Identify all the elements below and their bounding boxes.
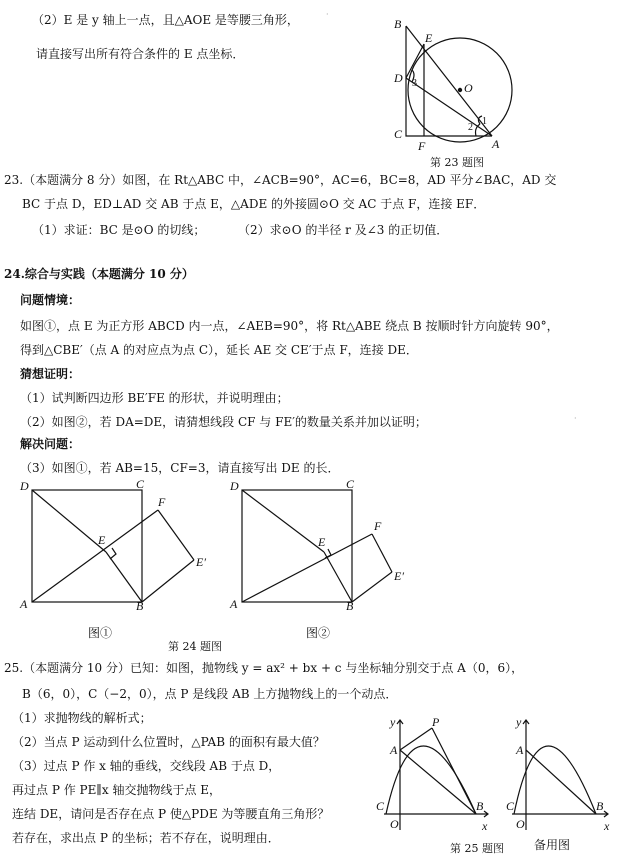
label-A: A <box>516 743 524 757</box>
label-E-prime: E′ <box>394 569 404 583</box>
q23-line2: BC 于点 D，ED⊥AD 交 AB 于点 E，△ADE 的外接圆⊙O 交 AC 于点 F，连接 EF． <box>22 197 486 211</box>
label-y: y <box>390 715 396 729</box>
label-x: x <box>482 819 488 833</box>
label-F: F <box>418 139 426 153</box>
q23-caption: 第 23 题图 <box>430 156 484 169</box>
label-B: B <box>394 17 402 31</box>
label-D: D <box>20 479 29 493</box>
label-P: P <box>432 715 440 729</box>
dot-mark: · <box>326 10 329 19</box>
figure-25 <box>376 715 496 838</box>
q24-section-1: 问题情境： <box>20 293 81 307</box>
label-F: F <box>374 519 382 533</box>
label-E: E <box>425 31 433 45</box>
label-A: A <box>492 137 500 151</box>
q25-line2: B（6，0），C（−2，0），点 P 是线段 AB 上方抛物线上的一个动点． <box>22 687 398 701</box>
figure-23 <box>392 17 512 170</box>
label-B: B <box>346 599 354 613</box>
label-1: 1 <box>482 116 487 127</box>
label-2: 2 <box>468 122 473 133</box>
q25-header: 25.（本题满分 10 分）已知：如图，抛物线 y = ax² + bx + c 与坐标轴分别交于点 A（0，6）， <box>4 661 524 675</box>
label-F: F <box>158 495 166 509</box>
label-B: B <box>476 799 484 813</box>
label-D: D <box>394 71 403 85</box>
label-C: C <box>136 477 145 491</box>
q23-sub2: （2）求⊙O 的半径 r 及∠3 的正切值． <box>238 223 449 237</box>
q25-s2: （2）当点 P 运动到什么位置时，△PAB 的面积有最大值？ <box>12 735 325 749</box>
label-A: A <box>390 743 398 757</box>
figure-24-2 <box>228 477 438 613</box>
q24-s1: （1）试判断四边形 BE′FE 的形状，并说明理由； <box>20 391 289 405</box>
q22-part2: （2）E 是 y 轴上一点，且△AOE 是等腰三角形， <box>32 13 299 27</box>
q25-s3b: 再过点 P 作 PE∥x 轴交抛物线于点 E， <box>12 783 222 797</box>
q25-caption: 第 25 题图 <box>450 842 504 855</box>
q24-section-3: 解决问题： <box>20 437 81 451</box>
q23-sub1: （1）求证：BC 是⊙O 的切线； <box>32 223 206 237</box>
q25-s3c: 连结 DE，请问是否存在点 P 使△PDE 为等腰直角三角形？ <box>12 807 330 821</box>
label-C: C <box>376 799 385 813</box>
label-O: O <box>390 817 399 831</box>
label-C: C <box>394 127 403 141</box>
figure-24-1 <box>18 477 228 613</box>
label-A: A <box>230 597 238 611</box>
figure-24-2-label: 图② <box>306 626 331 640</box>
q24-p1: 如图①，点 E 为正方形 ABCD 内一点，∠AEB=90°，将 Rt△ABE 绕点 B 按顺时针方向旋转 90°， <box>20 319 559 333</box>
label-E-prime: E′ <box>196 555 206 569</box>
q25-s3d: 若存在，求出点 P 的坐标；若不存在，说明理由． <box>12 831 280 845</box>
q25-s1: （1）求抛物线的解析式； <box>12 711 152 725</box>
dot-mark: · <box>574 414 577 423</box>
q24-header: 24.综合与实践（本题满分 10 分） <box>4 267 194 281</box>
label-B: B <box>136 599 144 613</box>
label-C: C <box>506 799 515 813</box>
label-3: 3 <box>412 78 417 89</box>
q24-s2: （2）如图②，若 DA=DE，请猜想线段 CF 与 FE′的数量关系并加以证明； <box>20 415 427 429</box>
label-O: O <box>464 81 473 95</box>
q22-part2b: 请直接写出所有符合条件的 E 点坐标． <box>36 47 245 61</box>
q25-spare-label: 备用图 <box>534 838 571 852</box>
q24-s3: （3）如图①，若 AB=15，CF=3，请直接写出 DE 的长． <box>20 461 340 475</box>
label-A: A <box>20 597 28 611</box>
label-O: O <box>516 817 525 831</box>
q25-s3: （3）过点 P 作 x 轴的垂线，交线段 AB 于点 D， <box>12 759 281 773</box>
q24-p2: 得到△CBE′（点 A 的对应点为点 C），延长 AE 交 CE′于点 F，连接 DE． <box>20 343 418 357</box>
q23-header: 23.（本题满分 8 分）如图，在 Rt△ABC 中，∠ACB=90°，AC=6，BC=8，AD 平分∠BAC，AD 交 <box>4 173 557 187</box>
q24-caption: 第 24 题图 <box>168 640 222 653</box>
label-B: B <box>596 799 604 813</box>
label-D: D <box>230 479 239 493</box>
label-E: E <box>318 535 326 549</box>
label-y: y <box>516 715 522 729</box>
figure-24-1-label: 图① <box>88 626 113 640</box>
label-x: x <box>604 819 610 833</box>
label-C: C <box>346 477 355 491</box>
q24-section-2: 猜想证明： <box>20 367 81 381</box>
figure-25-spare <box>506 715 616 838</box>
label-E: E <box>98 533 106 547</box>
